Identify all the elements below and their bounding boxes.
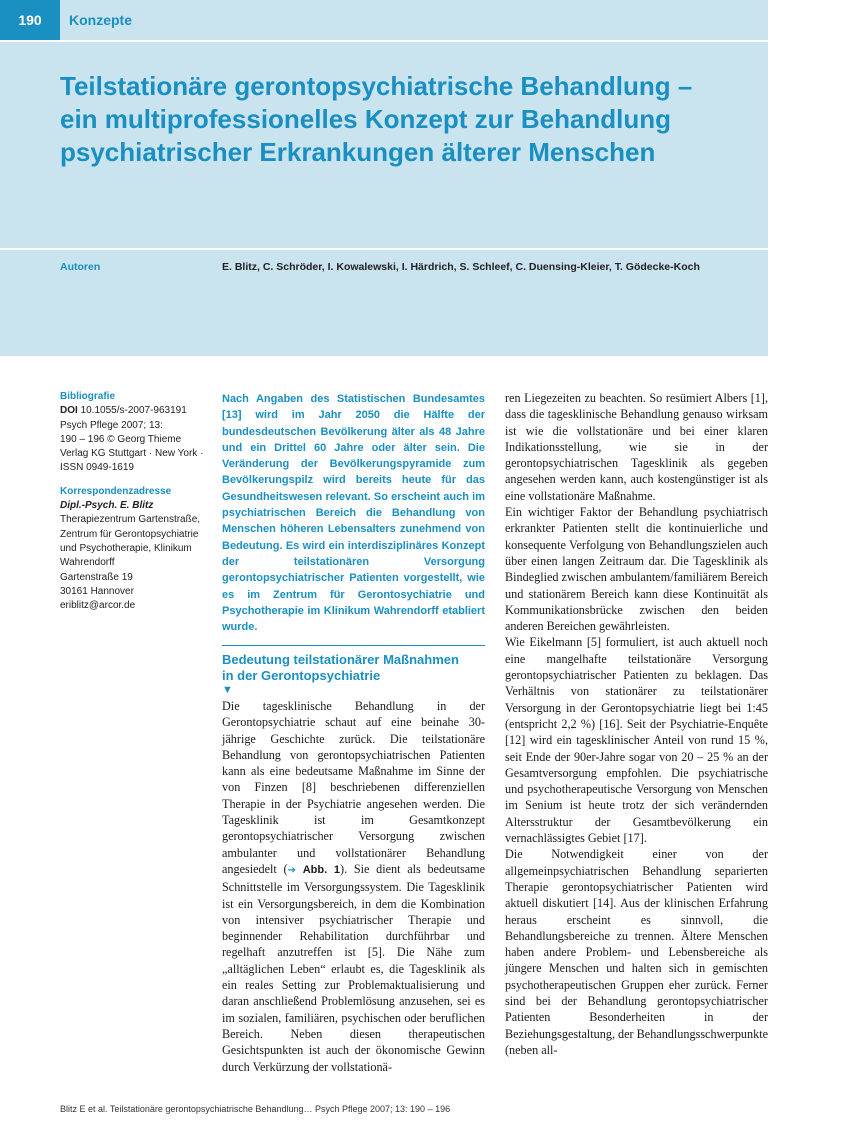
section-label: Konzepte <box>69 12 132 28</box>
section-heading-line: Bedeutung teilstationärer Maßnahmen <box>222 652 459 667</box>
correspondence-heading: Korrespondenzadresse <box>60 485 172 497</box>
article-title <box>60 70 760 169</box>
title-line: Teilstationäre gerontopsychiatrische Behandlung – <box>60 71 693 101</box>
triangle-down-icon: ▼ <box>222 684 233 696</box>
page-footer: Blitz E et al. Teilstationäre gerontopsychiatrische Behandlung… Psych Pflege 2007; 13: 190 – 196 <box>60 1104 451 1114</box>
header-band <box>0 0 768 356</box>
page-number: 190 <box>0 0 60 40</box>
authors-list: E. Blitz, C. Schröder, I. Kowalewski, I. Härdrich, S. Schleef, C. Duensing-Kleier, T. Gödecke-Koch <box>222 261 700 273</box>
header-separator <box>0 40 768 42</box>
body-paragraph: ren Liegezeiten zu beachten. So resümiert Albers [1], dass die tagesklinische Behandlung genauso wirksam ist wie die vollstationäre und bei einer klaren Indikationsstellung, wie sie in der gerontopsychiatrischen Tagesklinik als gegeben angesehen werden kann, auch kostengünstiger ist als eine vollstationäre Maßnahme. <box>505 391 768 503</box>
doi-value: 10.1055/s-2007-963191 <box>80 405 187 417</box>
body-column-1 <box>222 698 485 1075</box>
abstract: Nach Angaben des Statistischen Bundesamtes [13] wird im Jahr 2050 die Hälfte der bundesdeutschen Bevölkerung älter als 48 Jahre und ein Drittel 60 Jahre oder älter sein. Die Veränderung der Bevölkerungspyramide zum Bevölkerungspilz wird bereits heute für das Gesundheitswesen relevant. So erscheint auch im psychiatrischen Bereich die Behandlung von Menschen höheren Lebensalters zunehmend von Bedeutung. Es wird ein interdisziplinäres Konzept der teilstationären Versorgung gerontopsychiatrischer Patienten vorgestellt, wie es im Zentrum für Gerontosychiatrie und Psychotherapie im Klinikum Wahrendorff etabliert wurde. <box>222 393 485 634</box>
correspondence-name: Dipl.-Psych. E. Blitz <box>60 500 154 512</box>
address-line: 30161 Hannover <box>60 585 134 597</box>
section-heading <box>222 652 485 684</box>
doi-line <box>60 404 210 418</box>
citation-line: Psych Pflege 2007; 13: <box>60 419 163 431</box>
sidebar <box>60 390 210 613</box>
email-address: eriblitz@arcor.de <box>60 600 136 612</box>
citation-line: Verlag KG Stuttgart · New York · <box>60 448 204 460</box>
citation-line: ISSN 0949-1619 <box>60 462 134 474</box>
address-line: Therapiezentrum Gartenstraße, <box>60 514 201 526</box>
arrow-right-icon: ➔ <box>287 864 296 876</box>
doi-label: DOI <box>60 405 78 417</box>
authors-label: Autoren <box>60 261 101 273</box>
figure-reference-link[interactable]: Abb. 1 <box>302 863 341 876</box>
address-line: Gartenstraße 19 <box>60 571 133 583</box>
address-line: Zentrum für Gerontopsychiatrie <box>60 528 199 540</box>
body-paragraph: Wie Eikelmann [5] formuliert, ist auch aktuell noch eine mangelhafte teilstationäre Versorgung gerontopsychiatrischer Patienten zu beklagen. Das Verhältnis von stationärer zu teilstationärer Versorgung in der Gerontopsychiatrie liegt bei 1:45 (entspricht 2,2 %) [16]. Seit der Psychiatrie-Enquête [12] wird ein tagesklinischer Anteil von rund 15 %, seit Ende der 90er-Jahre sogar von 20 – 25 % an der Gesamtversorgung empfohlen. Die psychiatrische und psychotherapeutische Versorgung von Menschen im Senium ist heute trotz der sich verändernden Altersstruktur der Gesamtbevölkerung ein vernachlässigtes Gebiet [17]. <box>505 635 768 846</box>
body-paragraph: Die Notwendigkeit einer von der allgemeinpsychiatrischen Behandlung separierten Therapie gerontopsychiatrischer Patienten wird aktuell diskutiert [14]. Aus der klinischen Erfahrung heraus erscheint es sinnvoll, die Behandlungsbereiche zu trennen. Ältere Menschen haben andere Problem- und Lebensbereiche als jüngere Menschen und halten sich in gemischten psychotherapeutischen Gruppen eher zurück. Ferner sind bei der Behandlung gerontopsychiatrischer Patienten Besonderheiten in der Beziehungsgestaltung, der Behandlungsschwerpunkte (neben all- <box>505 847 768 1057</box>
body-column-2 <box>505 390 768 1058</box>
body-text: Die tagesklinische Behandlung in der Gerontopsychiatrie schaut auf eine beinahe 30-jährige Geschichte zurück. Die teilstationäre Behandlung von gerontopsychiatrischen Patienten kann als eine bedeutsame Maßnahme im Sinne der von Finzen [8] beschriebenen differenziellen Therapie in der Psychiatrie angesehen werden. Die Tagesklinik ist im Gesamtkonzept gerontopsychiatrischer Versorgung zwischen ambulanter und vollstationärer Behandlung angesiedelt ( <box>222 699 485 876</box>
address-line: Wahrendorff <box>60 557 115 569</box>
title-separator <box>0 248 768 250</box>
citation-line: 190 – 196 © Georg Thieme <box>60 433 182 445</box>
address-line: und Psychotherapie, Klinikum <box>60 542 192 554</box>
body-text: ). Sie dient als bedeutsame Schnittstelle im Versorgungssystem. Die Tagesklinik ist ein Versorgungsbereich, in dem die Kombination von intensiver psychiatrischer Therapie und beginnender Rehabilitation durchführbar und regelhaft anzutreffen ist [5]. Die Nähe zum „alltäglichen Leben“ erlaubt es, die Tagesklinik als ein reales Setting zur Problemaktualisierung und daran anschließend Problemlösung anzusehen, sei es im sozialen, familiären, psychischen oder beruflichen Bereich. Neben diesen therapeutischen Gesichtspunkten ist auch der ökonomische Gewinn durch Verkürzung der vollstationä- <box>222 861 485 1074</box>
bibliography-heading: Bibliografie <box>60 391 116 402</box>
title-line: ein multiprofessionelles Konzept zur Behandlung <box>60 104 672 134</box>
body-paragraph: Ein wichtiger Faktor der Behandlung psychiatrisch erkrankter Patienten stellt die kontinuierliche und konsequente Verfolgung von Behandlungszielen auch über einen langen Zeitraum dar. Die Tagesklinik als Bindeglied zwischen ambulantem/familiärem Bereich und stationärem Bereich kann diese Kontinuität als Kommunikationsbrücke zwischen den beiden anderen Bereichen gewährleisten. <box>505 505 768 634</box>
section-heading-line: in der Gerontopsychiatrie <box>222 668 381 683</box>
section-rule <box>222 645 485 646</box>
title-line: psychiatrischer Erkrankungen älterer Menschen <box>60 137 656 167</box>
